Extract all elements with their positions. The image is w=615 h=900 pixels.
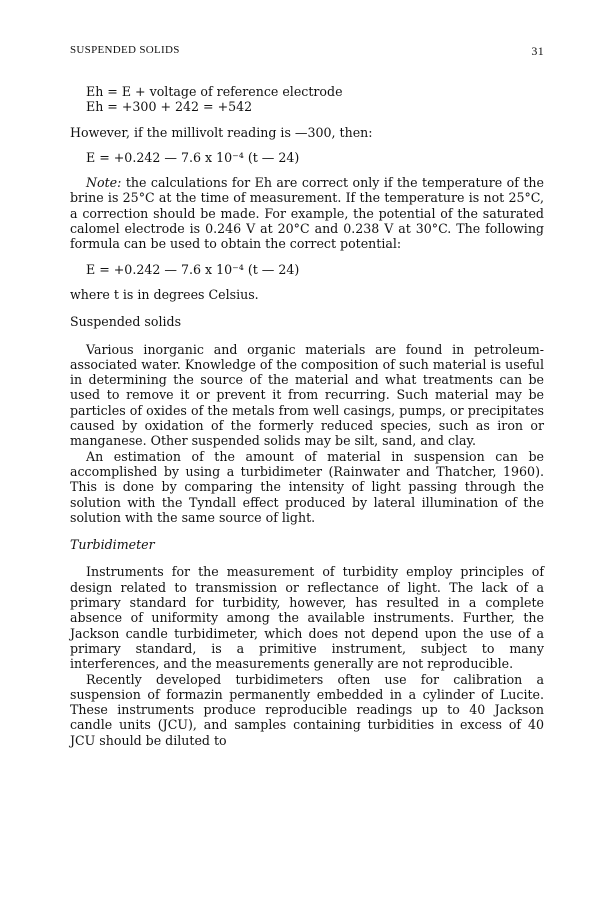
paragraph-note <box>70 175 544 251</box>
paragraph-instruments: Instruments for the measurement of turbidity employ principles of design related to transmission or reflectance of light. The lack of a primary standard for turbidity, however, has resulted in a complete absence of uniformity among the available instruments. Further, the Jackson candle turbidimeter, which does not depend upon the use of a primary standard, is a primitive instrument, subject to many interferences, and the measurements generally are not reproducible. <box>70 564 544 672</box>
paragraph-estimation: An estimation of the amount of material in suspension can be accomplished by using a turbidimeter (Rainwater and Thatcher, 1960). This is done by comparing the intensity of light passing through the solution with the Tyndall effect produced by lateral illumination of the solution with the same source of light. <box>70 448 544 525</box>
running-head: SUSPENDED SOLIDS <box>70 44 180 56</box>
section-heading: Suspended solids <box>70 314 182 330</box>
page-header <box>70 44 544 60</box>
page-body <box>70 84 544 748</box>
paragraph-recently-developed: Recently developed turbidimeters often use for calibration a suspension of formazin permanently embedded in a cylinder of Lucite. These instruments produce reproducible readings up to 40 Jackson candle units (JCU), and samples containing turbidities in excess of 40 JCU should be diluted to <box>70 671 544 748</box>
equation-eh-value: Eh = +300 + 242 = +542 <box>86 99 253 115</box>
paragraph-where: where t is in degrees Celsius. <box>70 286 259 302</box>
page-number: 31 <box>531 44 544 58</box>
equation-eh-definition: Eh = E + voltage of reference electrode <box>86 84 343 99</box>
note-label: Note: <box>86 175 122 191</box>
paragraph-however: However, if the millivolt reading is —300, then: <box>70 124 373 140</box>
equation-e-potential-formula: E = +0.242 — 7.6 x 10⁻⁴ (t — 24) <box>86 261 300 277</box>
equation-e-potential: E = +0.242 — 7.6 x 10⁻⁴ (t — 24) <box>86 149 300 165</box>
subsection-heading: Turbidimeter <box>70 537 155 553</box>
paragraph-various-materials: Various inorganic and organic materials are found in petroleum-associated water. Knowledge of the composition of such material is useful in determining the source of the material and what treatments can be used to remove it or prevent it from recurring. Such material may be particles of oxides of the metals from well casings, pumps, or precipitates caused by oxidation of the formerly reduced species, such as iron or manganese. Other suspended solids may be silt, sand, and clay. <box>70 341 544 449</box>
note-text: the calculations for Eh are correct only if the temperature of the brine is 25°C at the time of measurement. If the temperature is not 25°C, a correction should be made. For example, the potential of the saturated calomel electrode is 0.246 V at 20°C and 0.238 V at 30°C. The following formula can be used to obtain the correct potential: <box>70 175 544 252</box>
